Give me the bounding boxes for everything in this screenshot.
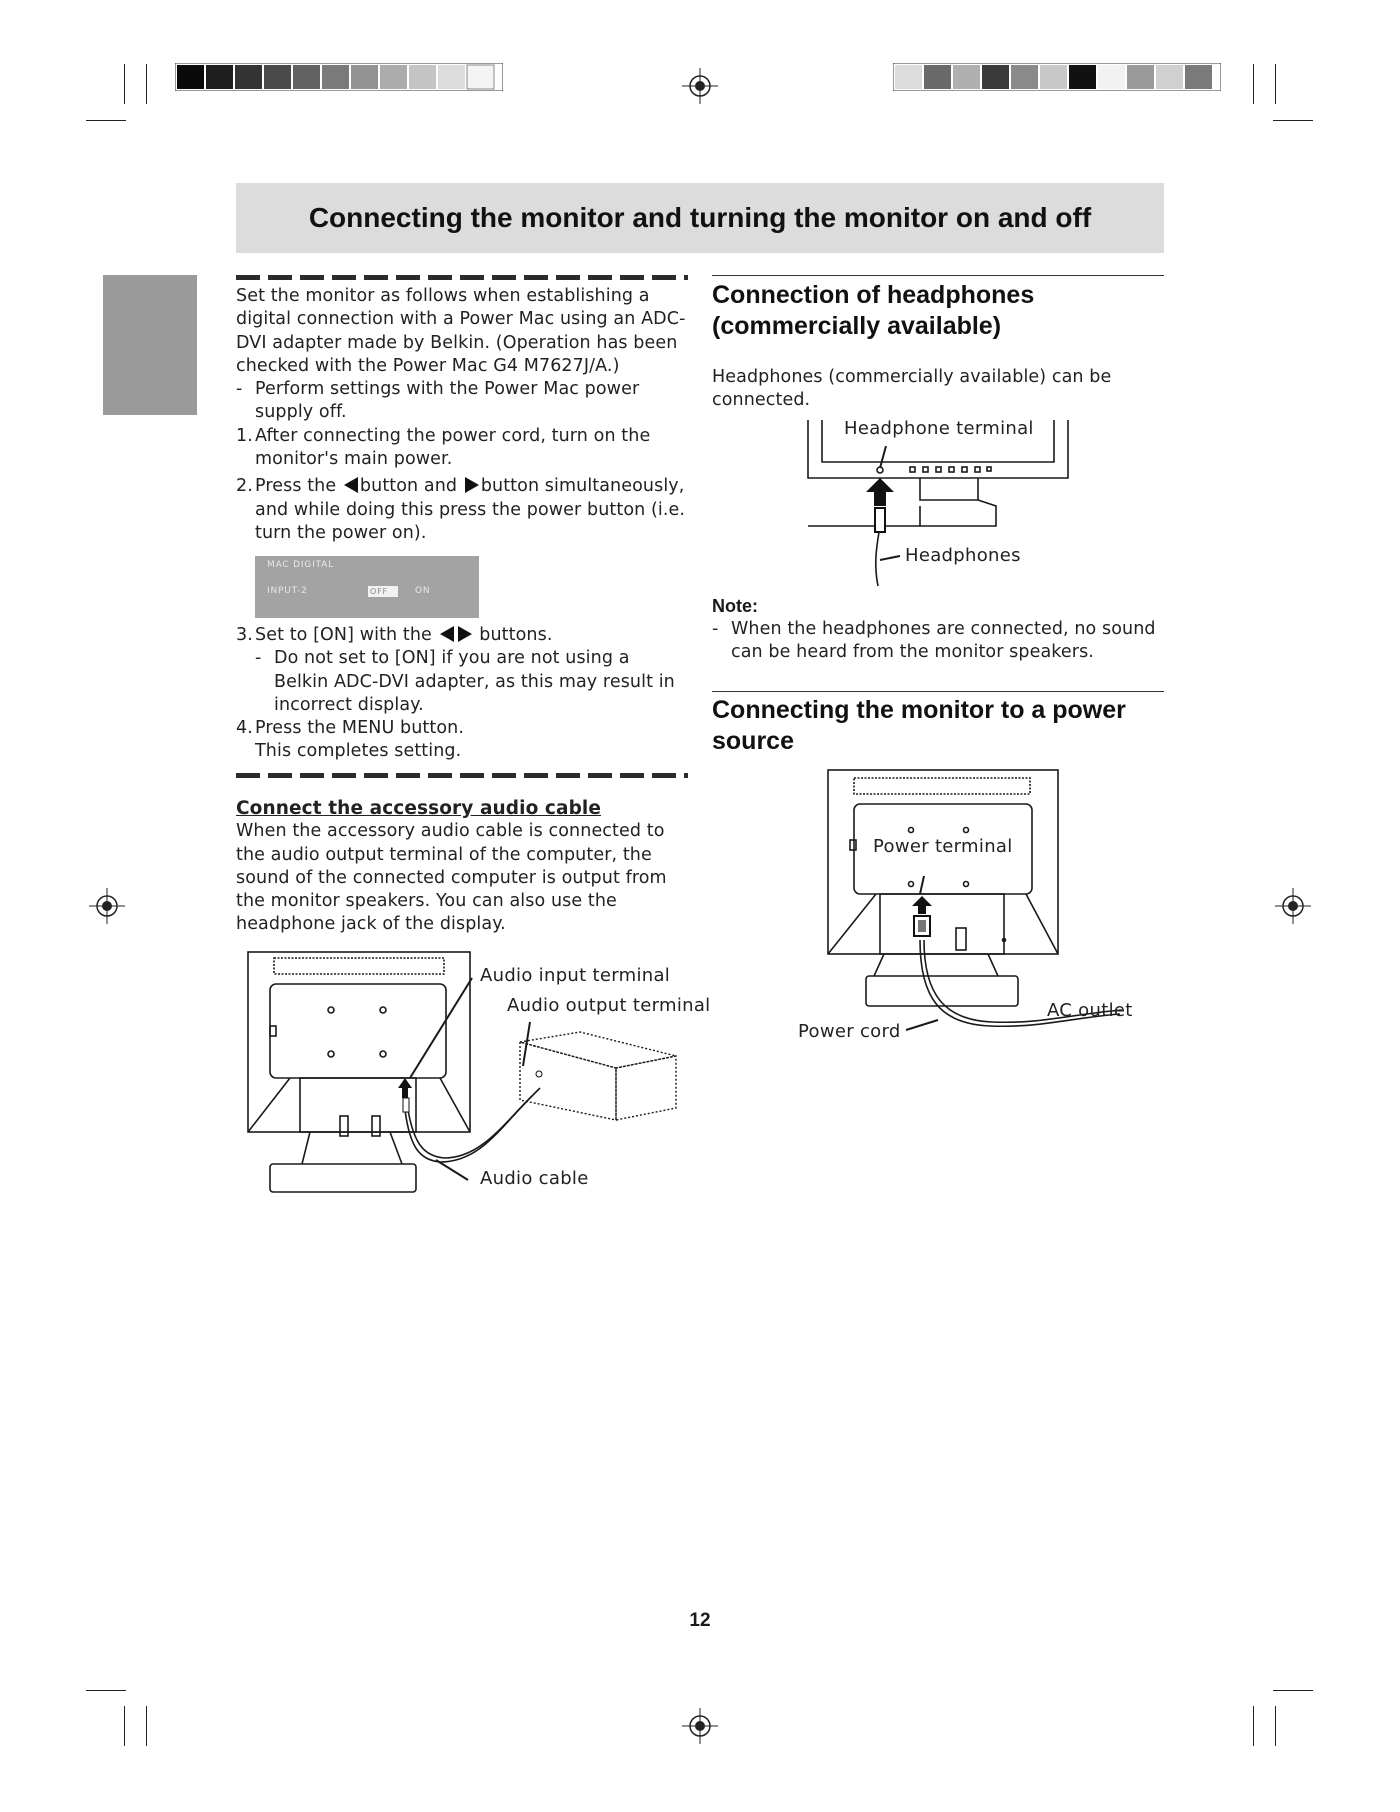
headphones-heading	[712, 280, 1164, 342]
crop-mark	[124, 1706, 125, 1746]
step-number: 3.	[236, 625, 253, 645]
color-bar-left-graphic	[175, 63, 503, 91]
list-item: - Perform settings with the Power Mac power supply off.	[236, 378, 688, 425]
osd-row-label: INPUT-2	[267, 586, 308, 596]
left-triangle-icon	[344, 477, 358, 493]
osd-menu-screenshot	[255, 556, 479, 618]
audio-cable-label: Audio cable	[480, 1168, 589, 1189]
list-item	[236, 717, 688, 740]
mac-setup-steps-2	[236, 624, 688, 764]
step-text-part: Press the	[255, 476, 337, 497]
step-text	[255, 624, 552, 647]
registration-mark-icon	[682, 68, 718, 104]
step-text-part: buttons.	[479, 625, 553, 645]
mac-setup-block	[236, 285, 688, 545]
osd-option-on: ON	[415, 586, 431, 596]
note-list-item: - When the headphones are connected, no sound can be heard from the monitor speakers.	[712, 618, 1164, 665]
intro-paragraph: Set the monitor as follows when establishing a digital connection with a Power Mac using an ADC-DVI adapter made by Belkin. (Operation has been checked with the Power Mac G4 M7627J/A.)	[236, 286, 686, 376]
audio-input-terminal-label: Audio input terminal	[480, 965, 671, 986]
step-number: 4.	[236, 718, 253, 739]
color-bar-right-graphic	[893, 63, 1221, 91]
step-text	[255, 475, 688, 545]
bullet-text: Perform settings with the Power Mac power supply off.	[255, 379, 640, 423]
power-connection-diagram	[820, 768, 1150, 1038]
page-title: Connecting the monitor and turning the monitor on and off	[236, 183, 1164, 253]
step-text: Press the MENU button.	[255, 718, 465, 739]
step-text-part: button simultaneously, and while doing this press the power button (i.e. turn the power on).	[255, 476, 686, 543]
crop-mark	[1253, 64, 1254, 104]
power-heading-line1: Connecting the monitor to a power	[712, 696, 1126, 724]
crop-mark	[1273, 120, 1313, 121]
section-divider-power	[712, 691, 1164, 692]
left-triangle-icon	[440, 626, 454, 642]
color-bar-right	[893, 63, 1221, 91]
page-number: 12	[689, 1610, 711, 1631]
power-terminal-label: Power terminal	[873, 836, 1013, 857]
headphones-heading-line1: Connection of headphones	[712, 281, 1035, 309]
right-triangle-icon	[458, 626, 472, 642]
list-item	[236, 475, 688, 545]
power-heading-line2: source	[712, 727, 794, 755]
registration-mark-icon	[682, 1708, 718, 1744]
color-bar-left	[175, 63, 503, 91]
headphones-heading-line2: (commercially available)	[712, 312, 1002, 340]
note-heading: Note:	[712, 596, 758, 616]
audio-paragraph: When the accessory audio cable is connected to the audio output terminal of the computer, the sound of the connected computer is output from the monitor speakers. You can also use the headphone jack of the display.	[236, 821, 667, 935]
crop-mark	[1273, 1690, 1313, 1691]
crop-mark	[86, 1690, 126, 1691]
registration-mark-icon	[1275, 888, 1311, 924]
sub-bullet-text: Do not set to [ON] if you are not using a Belkin ADC-DVI adapter, as this may result in incorrect display.	[274, 648, 675, 715]
osd-option-off: OFF	[368, 586, 398, 597]
ac-outlet-label: AC outlet	[1047, 1000, 1133, 1021]
list-item: - Do not set to [ON] if you are not using a Belkin ADC-DVI adapter, as this may result in incorrect display.	[236, 647, 688, 717]
section-side-tab	[103, 275, 197, 415]
step-text-part: button and	[359, 476, 458, 497]
headphone-terminal-label: Headphone terminal	[844, 418, 1034, 439]
osd-title: MAC DIGITAL	[267, 560, 334, 570]
audio-heading: Connect the accessory audio cable	[236, 798, 602, 819]
crop-mark	[1253, 1706, 1254, 1746]
crop-mark	[124, 64, 125, 104]
audio-section	[236, 797, 688, 937]
step-number: 1.	[236, 425, 253, 446]
dashed-divider-bottom	[236, 773, 688, 778]
step-text-part: Set to [ON] with the	[255, 625, 432, 645]
headphones-paragraph: Headphones (commercially available) can be connected.	[712, 367, 1112, 411]
section-divider-headphones	[712, 275, 1164, 276]
list-item	[236, 425, 688, 472]
list-item	[236, 624, 688, 647]
crop-mark	[146, 64, 147, 104]
step-number: 2.	[236, 476, 253, 497]
power-cord-label: Power cord	[798, 1021, 901, 1042]
crop-mark	[1275, 64, 1276, 104]
completion-text: This completes setting.	[255, 741, 462, 762]
audio-output-terminal-label: Audio output terminal	[507, 995, 711, 1016]
crop-mark	[146, 1706, 147, 1746]
step-text: After connecting the power cord, turn on the monitor's main power.	[255, 425, 651, 470]
headphones-label: Headphones	[905, 545, 1021, 566]
registration-mark-icon	[89, 888, 125, 924]
crop-mark	[1275, 1706, 1276, 1746]
power-heading	[712, 695, 1164, 757]
crop-mark	[86, 120, 126, 121]
right-triangle-icon	[465, 477, 479, 493]
dashed-divider-top	[236, 275, 688, 280]
note-text: When the headphones are connected, no sound can be heard from the monitor speakers.	[731, 619, 1156, 663]
